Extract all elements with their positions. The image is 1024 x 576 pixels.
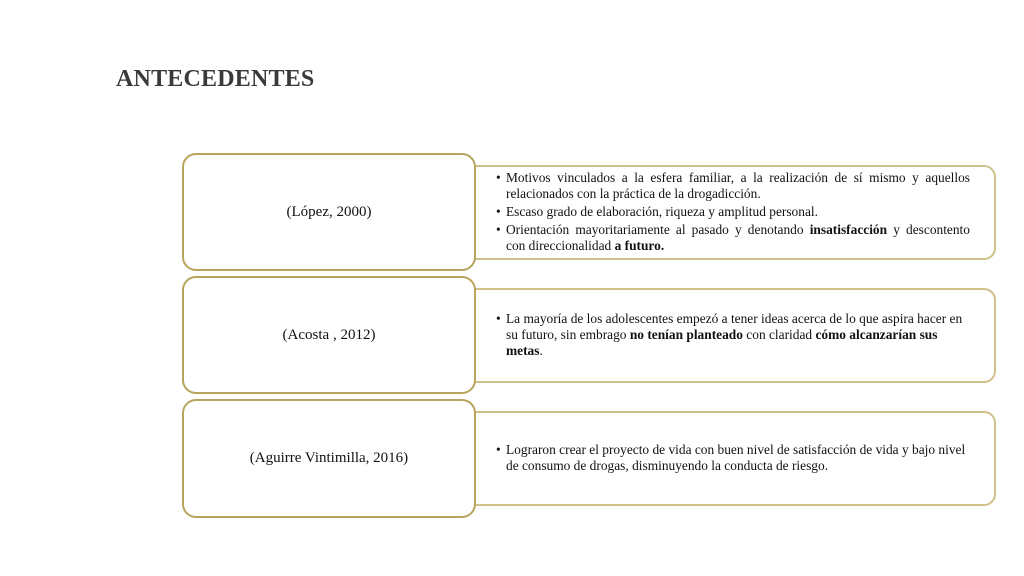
- row-3-bullet-list: [496, 441, 970, 476]
- row-3-citation-label: (Aguirre Vintimilla, 2016): [249, 450, 409, 466]
- row-2-citation-box: [182, 276, 476, 394]
- row-1-bullet-1: • Motivos vinculados a la esfera familiar, a la realización de sí mismo y aquellos relacionados con la práctica de la drogadicción.: [496, 170, 970, 202]
- row-3-detail-box: [440, 411, 996, 506]
- row-2-detail-box: [440, 288, 996, 383]
- row-1-bullet-2: • Escaso grado de elaboración, riqueza y amplitud personal.: [496, 204, 970, 220]
- row-1-bullet-3: • Orientación mayoritariamente al pasado y denotando insatisfacción y descontento con direccionalidad a futuro.: [496, 222, 970, 254]
- row-2-bullet-1: • La mayoría de los adolescentes empezó a tener ideas acerca de lo que aspira hacer en su futuro, sin embrago no tenían planteado con claridad cómo alcanzarían sus metas.: [496, 311, 970, 359]
- row-2-citation-label: (Acosta , 2012): [282, 326, 376, 343]
- slide-title: ANTECEDENTES: [116, 66, 315, 92]
- row-1-detail-box: [440, 165, 996, 260]
- row-1-bullet-list: [496, 169, 970, 256]
- row-2-bullet-list: [496, 310, 970, 361]
- row-3-citation-box: [182, 399, 476, 518]
- row-1-citation-box: [182, 153, 476, 271]
- row-1-citation-label: (López, 2000): [286, 203, 372, 220]
- row-3-bullet-1: • Lograron crear el proyecto de vida con buen nivel de satisfacción de vida y bajo nivel de consumo de drogas, disminuyendo la conducta de riesgo.: [496, 442, 970, 474]
